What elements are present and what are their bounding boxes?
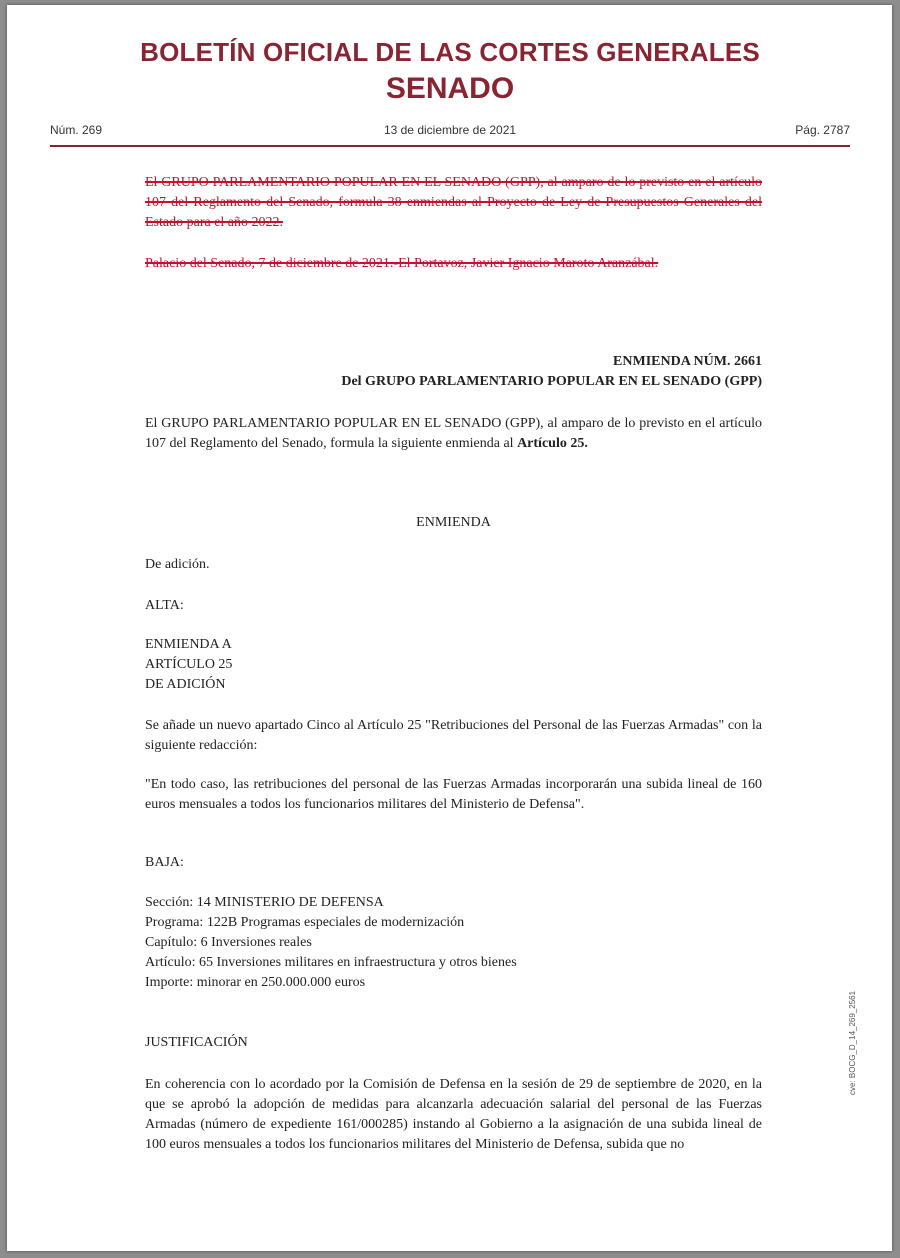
struck-intro: El GRUPO PARLAMENTARIO POPULAR EN EL SENADO (GPP), al amparo de lo previsto en el artículo 107 del Reglamento del Senado, formula 38 enmiendas al Proyecto de Ley de Presupuestos Generales del Estado para el año 2022.: [145, 175, 762, 230]
baja-line: Importe: minorar en 250.000.000 euros: [145, 975, 366, 990]
chamber-name: SENADO: [385, 72, 515, 105]
verification-code: cve: BOCG_D_14_269_2561: [848, 990, 857, 1095]
justification-heading: JUSTIFICACIÓN: [145, 1035, 248, 1050]
baja-line: Artículo: 65 Inversiones militares en infraestructura y otros bienes: [145, 955, 517, 970]
alta-label: ALTA:: [145, 598, 184, 613]
amendment-heading: ENMIENDA: [416, 515, 491, 530]
amendment-intro: El GRUPO PARLAMENTARIO POPULAR EN EL SENADO (GPP), al amparo de lo previsto en el artículo 107 del Reglamento del Senado, formula la siguiente enmienda al Artículo 25.: [145, 416, 762, 451]
amendment-type: De adición.: [145, 557, 210, 572]
baja-line: Programa: 122B Programas especiales de modernización: [145, 915, 465, 930]
issue-number: Núm. 269: [50, 123, 103, 137]
amendment-target: Artículo 25.: [517, 436, 588, 451]
justification-text: En coherencia con lo acordado por la Comisión de Defensa en la sesión de 29 de septiembre de 2020, en la que se aprobó la adopción de medidas para alcanzarla adecuación salarial del personal de las Fuerzas Armadas (número de expediente 161/000285) instando al Gobierno a la asignación de una subida lineal de 100 euros mensuales a todos los funcionarios militares del Ministerio de Defensa, subida que no: [145, 1077, 762, 1152]
struck-signature: Palacio del Senado, 7 de diciembre de 2021.-El Portavoz, Javier Ignacio Maroto Aranzábal.: [145, 256, 659, 271]
quoted-text: "En todo caso, las retribuciones del personal de las Fuerzas Armadas incorporarán una subida lineal de 160 euros mensuales a todos los funcionarios militares del Ministerio de Defensa".: [145, 777, 762, 812]
page-number: Pág. 2787: [795, 123, 850, 137]
header-rule: [50, 145, 850, 147]
addition-text: Se añade un nuevo apartado Cinco al Artículo 25 "Retribuciones del Personal de las Fuerzas Armadas" con la siguiente redacción:: [145, 718, 762, 753]
baja-line: Capítulo: 6 Inversiones reales: [145, 935, 312, 950]
baja-line: Sección: 14 MINISTERIO DE DEFENSA: [145, 895, 384, 910]
baja-label: BAJA:: [145, 855, 184, 870]
amendment-target-block: ENMIENDA A ARTÍCULO 25 DE ADICIÓN: [145, 637, 233, 692]
amendment-number: ENMIENDA NÚM. 2661 Del GRUPO PARLAMENTARIO POPULAR EN EL SENADO (GPP): [341, 354, 762, 389]
issue-date: 13 de diciembre de 2021: [383, 123, 517, 137]
bulletin-title: BOLETÍN OFICIAL DE LAS CORTES GENERALES: [140, 37, 760, 67]
baja-details: [145, 893, 762, 993]
